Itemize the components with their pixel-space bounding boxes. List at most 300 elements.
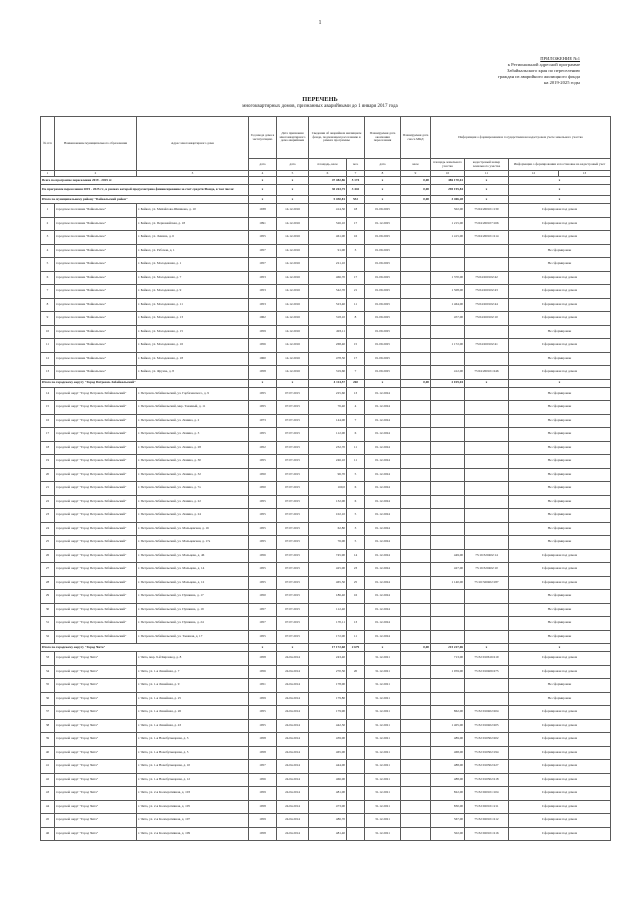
row-sum <box>401 692 431 706</box>
row-area: 481,00 <box>309 787 347 801</box>
row-end-date: 01.12.2024 <box>365 401 401 415</box>
row-municipality: городской округ "Город Петровск-Забайкальский" <box>55 522 137 536</box>
document-subtitle: многоквартирных домов, признанных аварийными до 1 января 2017 года <box>242 104 398 109</box>
row-end-date: 01.12.2024 <box>365 576 401 590</box>
row-end-date: 01.09.2025 <box>365 298 401 312</box>
row-year: 1958 <box>249 800 277 814</box>
row-municipality: городской округ "Город Чита" <box>55 800 137 814</box>
row-sum <box>401 366 431 380</box>
row-address: г. Петровск-Забайкальский, ул. Ленина, д. 2 <box>137 414 249 428</box>
table-row <box>41 733 611 747</box>
row-year: 1958 <box>249 827 277 841</box>
row-number: 13 <box>41 366 55 380</box>
appendix-line: граждан из аварийного жилищного фонда <box>497 74 580 79</box>
row-cadastral-number: 75:32:010302:227 <box>465 760 509 774</box>
row-area: 526,10 <box>309 217 347 231</box>
summary-cell: х <box>365 177 401 185</box>
row-address: г. Байкал, ул. Молодежная, д. 11 <box>137 298 249 312</box>
row-sum <box>401 244 431 258</box>
row-municipality: городской округ "Город Петровск-Забайкальский" <box>55 603 137 617</box>
column-number: 10 <box>431 171 465 177</box>
row-year: 1955 <box>249 428 277 442</box>
table-row <box>41 204 611 218</box>
summary-label: Итого по муниципальному району "Байкальский район" <box>41 196 249 204</box>
header-unit: кадастровый номер земельного участка <box>465 159 509 171</box>
row-number: 26 <box>41 549 55 563</box>
row-land-area: 1 215,00 <box>431 217 465 231</box>
row-end-date: 01.12.2024 <box>365 428 401 442</box>
row-sum <box>401 800 431 814</box>
row-count: 6 <box>347 495 365 509</box>
row-end-date: 01.12.2024 <box>365 522 401 536</box>
table-row <box>41 719 611 733</box>
row-number: 10 <box>41 325 55 339</box>
row-land-area: 502,00 <box>431 204 465 218</box>
table-row <box>41 312 611 326</box>
row-address: г. Байкал, ул. Молодежная, д. 16 <box>137 339 249 353</box>
row-sum <box>401 258 431 272</box>
page-number: 1 <box>318 20 322 26</box>
summary-cell: х <box>465 644 509 652</box>
row-municipality: городское поселение "Байкальское" <box>55 285 137 299</box>
summary-cell: х <box>465 177 509 185</box>
row-sum <box>401 746 431 760</box>
summary-cell: х <box>277 185 309 196</box>
row-end-date: 31.12.2021 <box>365 787 401 801</box>
row-end-date: 01.12.2024 <box>365 563 401 577</box>
row-cadastral-number: 75:16:320402:10 <box>465 563 509 577</box>
row-end-date: 01.12.2024 <box>365 509 401 523</box>
row-land-area: 502,00 <box>431 827 465 841</box>
row-year: 1958 <box>249 733 277 747</box>
row-land-area: 1 172,00 <box>431 339 465 353</box>
row-count <box>347 760 365 774</box>
row-end-date: 31.12.2021 <box>365 746 401 760</box>
row-land-area <box>431 387 465 401</box>
row-number: 42 <box>41 773 55 787</box>
row-count <box>347 733 365 747</box>
row-address: г. Чита, ул. 1-я Линейная, д. 25 <box>137 692 249 706</box>
row-land-status: Сформирован под домом <box>509 312 611 326</box>
row-address: г. Байкал, ул. Фрунзе, д. 8 <box>137 366 249 380</box>
row-land-status: Сформирован под домом <box>509 285 611 299</box>
row-number: 31 <box>41 617 55 631</box>
row-count: 18 <box>347 204 365 218</box>
row-sum <box>401 401 431 415</box>
header-unit: площадь, кв.м <box>309 159 347 171</box>
row-year: 1958 <box>249 652 277 666</box>
row-address: г. Петровск-Забайкальский, ул. Горбачевского, д. 9 <box>137 387 249 401</box>
row-address: г. Чита, ул. 1-я Линейная, д. 9 <box>137 679 249 693</box>
row-municipality: городской округ "Город Петровск-Забайкальский" <box>55 590 137 604</box>
row-end-date: 31.12.2021 <box>365 773 401 787</box>
row-date: 24.04.2014 <box>277 787 309 801</box>
row-date: 07.07.2015 <box>277 617 309 631</box>
row-address: г. Байкал, ул. Ленина, д. 6 <box>137 231 249 245</box>
row-year: 1955 <box>249 563 277 577</box>
row-cadastral-number <box>465 428 509 442</box>
row-end-date: 01.12.2024 <box>365 590 401 604</box>
table-row <box>41 563 611 577</box>
row-municipality: городской округ "Город Петровск-Забайкальский" <box>55 414 137 428</box>
row-area: 246,10 <box>309 455 347 469</box>
row-land-area <box>431 352 465 366</box>
column-number: 9 <box>401 171 431 177</box>
row-area: 466,00 <box>309 773 347 787</box>
summary-sum: 0,00 <box>401 177 431 185</box>
row-cadastral-number: 75:32:010302:202 <box>465 733 509 747</box>
row-date: 07.07.2015 <box>277 590 309 604</box>
row-area: 62,80 <box>309 522 347 536</box>
row-year: 1959 <box>249 692 277 706</box>
row-year: 1962 <box>249 312 277 326</box>
table-row <box>41 603 611 617</box>
row-end-date: 01.12.2024 <box>365 468 401 482</box>
row-municipality: городской округ "Город Петровск-Забайкальский" <box>55 536 137 550</box>
row-cadastral-number <box>465 244 509 258</box>
appendix-note <box>400 56 580 86</box>
row-date: 24.04.2014 <box>277 746 309 760</box>
row-sum <box>401 509 431 523</box>
row-land-area <box>431 630 465 644</box>
row-end-date: 31.12.2021 <box>365 733 401 747</box>
row-land-area: 1 405,00 <box>431 719 465 733</box>
row-municipality: городской округ "Город Чита" <box>55 814 137 828</box>
row-count: 23 <box>347 563 365 577</box>
row-count <box>347 652 365 666</box>
table-row <box>41 271 611 285</box>
row-address: г. Петровск-Забайкальский, ул. Пушкина, д. 17 <box>137 590 249 604</box>
row-land-area <box>431 509 465 523</box>
row-address: г. Петровск-Забайкальский, ул. Мальцевская, д. 16 <box>137 522 249 536</box>
row-number: 5 <box>41 258 55 272</box>
row-count <box>347 258 365 272</box>
row-date: 07.07.2015 <box>277 603 309 617</box>
row-address: г. Петровск-Забайкальский, ул. Мальцева, д. 14 <box>137 563 249 577</box>
summary-sum: 0,00 <box>401 196 431 204</box>
row-end-date: 01.09.2025 <box>365 339 401 353</box>
row-land-area: 427,00 <box>431 563 465 577</box>
header-info-group: Информация о формировании и государственном кадастровом учете земельного участка <box>431 117 611 159</box>
summary-count: 3 442 <box>347 185 365 196</box>
row-area: 179,90 <box>309 706 347 720</box>
row-sum <box>401 733 431 747</box>
row-land-area <box>431 325 465 339</box>
row-count <box>347 706 365 720</box>
row-land-status: Сформирован под домом <box>509 271 611 285</box>
summary-cell: х <box>249 644 277 652</box>
row-end-date: 31.12.2021 <box>365 800 401 814</box>
row-address: г. Байкал, ул. Рабочая, д. 1 <box>137 244 249 258</box>
row-area: 486,70 <box>309 814 347 828</box>
row-year: 1959 <box>249 814 277 828</box>
row-end-date: 01.12.2024 <box>365 387 401 401</box>
row-sum <box>401 325 431 339</box>
row-municipality: городской округ "Город Чита" <box>55 679 137 693</box>
row-date: 07.07.2015 <box>277 536 309 550</box>
summary-area: 5 450,81 <box>309 196 347 204</box>
row-number: 44 <box>41 800 55 814</box>
row-area: 112,40 <box>309 603 347 617</box>
row-year: 1950 <box>249 482 277 496</box>
row-count: 16 <box>347 590 365 604</box>
row-cadastral-number <box>465 522 509 536</box>
row-date: 07.07.2015 <box>277 576 309 590</box>
row-end-date: 01.12.2024 <box>365 630 401 644</box>
row-end-date: 01.12.2024 <box>365 549 401 563</box>
row-cadastral-number: 75:16:320402:14 <box>465 549 509 563</box>
row-land-status: Не сформирован <box>509 679 611 693</box>
table-row <box>41 590 611 604</box>
row-municipality: городской округ "Город Чита" <box>55 760 137 774</box>
summary-label: По программе переселения 2019 - 2025 гг., в рамках которой предусмотрено финансирование за счет средств Фонда, в том числе: <box>41 185 249 196</box>
row-end-date: 31.12.2021 <box>365 706 401 720</box>
row-municipality: городской округ "Город Петровск-Забайкальский" <box>55 428 137 442</box>
row-land-area: 468,00 <box>431 746 465 760</box>
row-cadastral-number <box>465 258 509 272</box>
row-land-status: Не сформирован <box>509 495 611 509</box>
row-address: г. Байкал, ул. Молодежная, д. 1 <box>137 258 249 272</box>
row-end-date: 31.12.2021 <box>365 814 401 828</box>
row-count: 13 <box>347 617 365 631</box>
row-year: 1956 <box>249 665 277 679</box>
table-row <box>41 495 611 509</box>
row-cadastral-number <box>465 352 509 366</box>
summary-count: 260 <box>347 379 365 387</box>
row-municipality: городское поселение "Байкальское" <box>55 244 137 258</box>
row-land-area: 830,00 <box>431 800 465 814</box>
row-land-status: Сформирован под домом <box>509 204 611 218</box>
row-address: г. Петровск-Забайкальский, ул. Мальцевская, д. 17а <box>137 536 249 550</box>
row-address: г. Петровск-Забайкальский, ул. Пушкина, д. 19 <box>137 603 249 617</box>
row-sum <box>401 482 431 496</box>
row-municipality: городской округ "Город Чита" <box>55 773 137 787</box>
row-end-date: 01.09.2025 <box>365 312 401 326</box>
table-row <box>41 325 611 339</box>
row-municipality: городской округ "Город Петровск-Забайкальский" <box>55 495 137 509</box>
row-cadastral-number: 75:16:320402:187 <box>465 576 509 590</box>
table-row <box>41 339 611 353</box>
row-date: 14.12.2016 <box>277 339 309 353</box>
row-cadastral-number <box>465 630 509 644</box>
row-number: 15 <box>41 401 55 415</box>
summary-cell: х <box>365 644 401 652</box>
row-land-status: Не сформирован <box>509 244 611 258</box>
row-land-area: 1 059,00 <box>431 665 465 679</box>
row-cadastral-number: 75:04:260102:41 <box>465 339 509 353</box>
column-number: 3 <box>137 171 249 177</box>
table-row <box>41 258 611 272</box>
row-end-date: 01.12.2024 <box>365 482 401 496</box>
row-end-date: 01.12.2025 <box>365 217 401 231</box>
row-land-status: Сформирован под домом <box>509 733 611 747</box>
row-land-area <box>431 536 465 550</box>
row-number: 46 <box>41 827 55 841</box>
row-end-date: 31.12.2021 <box>365 692 401 706</box>
row-municipality: городское поселение "Байкальское" <box>55 366 137 380</box>
row-date: 24.04.2014 <box>277 719 309 733</box>
row-area: 439,00 <box>309 733 347 747</box>
summary-row <box>41 177 611 185</box>
table-row <box>41 787 611 801</box>
row-number: 6 <box>41 271 55 285</box>
row-sum <box>401 468 431 482</box>
row-year: 1955 <box>249 401 277 415</box>
row-address: г. Чита, ул. 1-я Новобульварная, д. 5 <box>137 746 249 760</box>
row-land-status: Не сформирован <box>509 387 611 401</box>
row-land-status: Сформирован под домом <box>509 773 611 787</box>
row-number: 32 <box>41 630 55 644</box>
row-area: 186,40 <box>309 590 347 604</box>
row-count <box>347 800 365 814</box>
row-date: 24.04.2014 <box>277 733 309 747</box>
row-number: 24 <box>41 522 55 536</box>
row-land-area: 412,00 <box>431 366 465 380</box>
row-count: 4 <box>347 401 365 415</box>
row-sum <box>401 522 431 536</box>
row-land-status: Сформирован под домом <box>509 787 611 801</box>
row-land-area <box>431 617 465 631</box>
summary-cell: х <box>509 196 611 204</box>
row-year: 1951 <box>249 679 277 693</box>
row-land-area <box>431 441 465 455</box>
row-date: 14.12.2016 <box>277 366 309 380</box>
table-row <box>41 387 611 401</box>
row-date: 24.04.2014 <box>277 827 309 841</box>
row-land-status: Не сформирован <box>509 603 611 617</box>
row-address: г. Чита, ул. 2-я Кооперативная, д. 109 <box>137 827 249 841</box>
row-year: 1953 <box>249 298 277 312</box>
row-land-area <box>431 603 465 617</box>
table-row <box>41 814 611 828</box>
row-land-status: Сформирован под домом <box>509 760 611 774</box>
row-number: 16 <box>41 414 55 428</box>
row-land-area <box>431 244 465 258</box>
row-end-date: 31.12.2021 <box>365 665 401 679</box>
row-area: 442,50 <box>309 719 347 733</box>
row-address: г. Байкал, ул. Молодежная, д. 9 <box>137 285 249 299</box>
row-municipality: городское поселение "Байкальское" <box>55 271 137 285</box>
row-number: 8 <box>41 298 55 312</box>
row-number: 20 <box>41 468 55 482</box>
summary-total: 486 170,61 <box>431 177 465 185</box>
summary-row <box>41 379 611 387</box>
row-count: 13 <box>347 387 365 401</box>
row-cadastral-number: 75:32:020101:211 <box>465 800 509 814</box>
row-count: 17 <box>347 352 365 366</box>
row-address: г. Чита, ул. 2-я Кооперативная, д. 105 <box>137 800 249 814</box>
row-address: г. Байкал, ул. Молодежная, д. 7 <box>137 271 249 285</box>
row-land-area: 1 370,00 <box>431 271 465 285</box>
row-year: 1957 <box>249 617 277 631</box>
row-date: 07.07.2015 <box>277 428 309 442</box>
summary-sum: 0,00 <box>401 644 431 652</box>
column-number: 8 <box>365 171 401 177</box>
row-year: 1953 <box>249 271 277 285</box>
row-number: 17 <box>41 428 55 442</box>
row-area: 170,11 <box>309 617 347 631</box>
row-municipality: городское поселение "Байкальское" <box>55 258 137 272</box>
summary-cell: х <box>249 196 277 204</box>
row-land-status: Не сформирован <box>509 352 611 366</box>
row-count: 14 <box>347 549 365 563</box>
row-land-area <box>431 414 465 428</box>
row-sum <box>401 231 431 245</box>
row-land-status: Сформирован под домом <box>509 339 611 353</box>
row-date: 24.04.2014 <box>277 665 309 679</box>
row-cadastral-number: 75:32:010406:275 <box>465 665 509 679</box>
row-address: г. Чита, ул. 2-я Кооперативная, д. 107 <box>137 814 249 828</box>
row-year: 1950 <box>249 590 277 604</box>
row-cadastral-number <box>465 603 509 617</box>
row-municipality: городской округ "Город Чита" <box>55 827 137 841</box>
row-cadastral-number: 75:04:260102:10 <box>465 312 509 326</box>
row-address: г. Петровск-Забайкальский, ул. Ленина, д. 7а <box>137 482 249 496</box>
table-row <box>41 576 611 590</box>
row-land-status: Не сформирован <box>509 325 611 339</box>
row-address: г. Петровск-Забайкальский, ул. Мальцева, д. 12 <box>137 576 249 590</box>
row-sum <box>401 679 431 693</box>
summary-cell: х <box>249 185 277 196</box>
row-area: 243,40 <box>309 652 347 666</box>
row-land-status: Сформирован под домом <box>509 827 611 841</box>
row-number: 1 <box>41 204 55 218</box>
row-count: 16 <box>347 231 365 245</box>
row-area: 493,11 <box>309 325 347 339</box>
row-date: 07.07.2015 <box>277 441 309 455</box>
row-count: 21 <box>347 285 365 299</box>
row-date: 07.07.2015 <box>277 387 309 401</box>
row-area: 225,60 <box>309 387 347 401</box>
summary-cell: х <box>465 196 509 204</box>
row-number: 25 <box>41 536 55 550</box>
summary-row <box>41 185 611 196</box>
row-land-status: Не сформирован <box>509 482 611 496</box>
table-row <box>41 509 611 523</box>
row-number: 38 <box>41 719 55 733</box>
row-date: 07.07.2015 <box>277 509 309 523</box>
summary-area: 47 482,86 <box>309 177 347 185</box>
row-cadastral-number <box>465 509 509 523</box>
row-area: 481,40 <box>309 827 347 841</box>
row-date: 24.04.2014 <box>277 652 309 666</box>
row-end-date: 01.09.2025 <box>365 366 401 380</box>
row-land-status: Сформирован под домом <box>509 298 611 312</box>
row-municipality: городской округ "Город Петровск-Забайкальский" <box>55 617 137 631</box>
header-unit: дата <box>365 159 401 171</box>
row-year: 1953 <box>249 285 277 299</box>
row-land-status: Не сформирован <box>509 692 611 706</box>
row-date: 07.07.2015 <box>277 563 309 577</box>
column-number: 1 <box>41 171 55 177</box>
row-date: 07.07.2015 <box>277 495 309 509</box>
column-number: 12 <box>509 171 559 177</box>
summary-cell: х <box>365 185 401 196</box>
row-date: 24.04.2014 <box>277 706 309 720</box>
row-cadastral-number <box>465 414 509 428</box>
row-count: 5 <box>347 536 365 550</box>
row-year: 1955 <box>249 509 277 523</box>
row-area: 465,50 <box>309 576 347 590</box>
row-end-date: 31.12.2021 <box>365 652 401 666</box>
summary-label: Итого по городскому округу "Город Чита" <box>41 644 249 652</box>
row-land-area: 822,00 <box>431 787 465 801</box>
row-land-area <box>431 590 465 604</box>
row-end-date: 01.09.2025 <box>365 204 401 218</box>
table-row <box>41 441 611 455</box>
row-cadastral-number <box>465 617 509 631</box>
row-address: г. Чита, мкр. 9-й Кирзавод, д. 8 <box>137 652 249 666</box>
